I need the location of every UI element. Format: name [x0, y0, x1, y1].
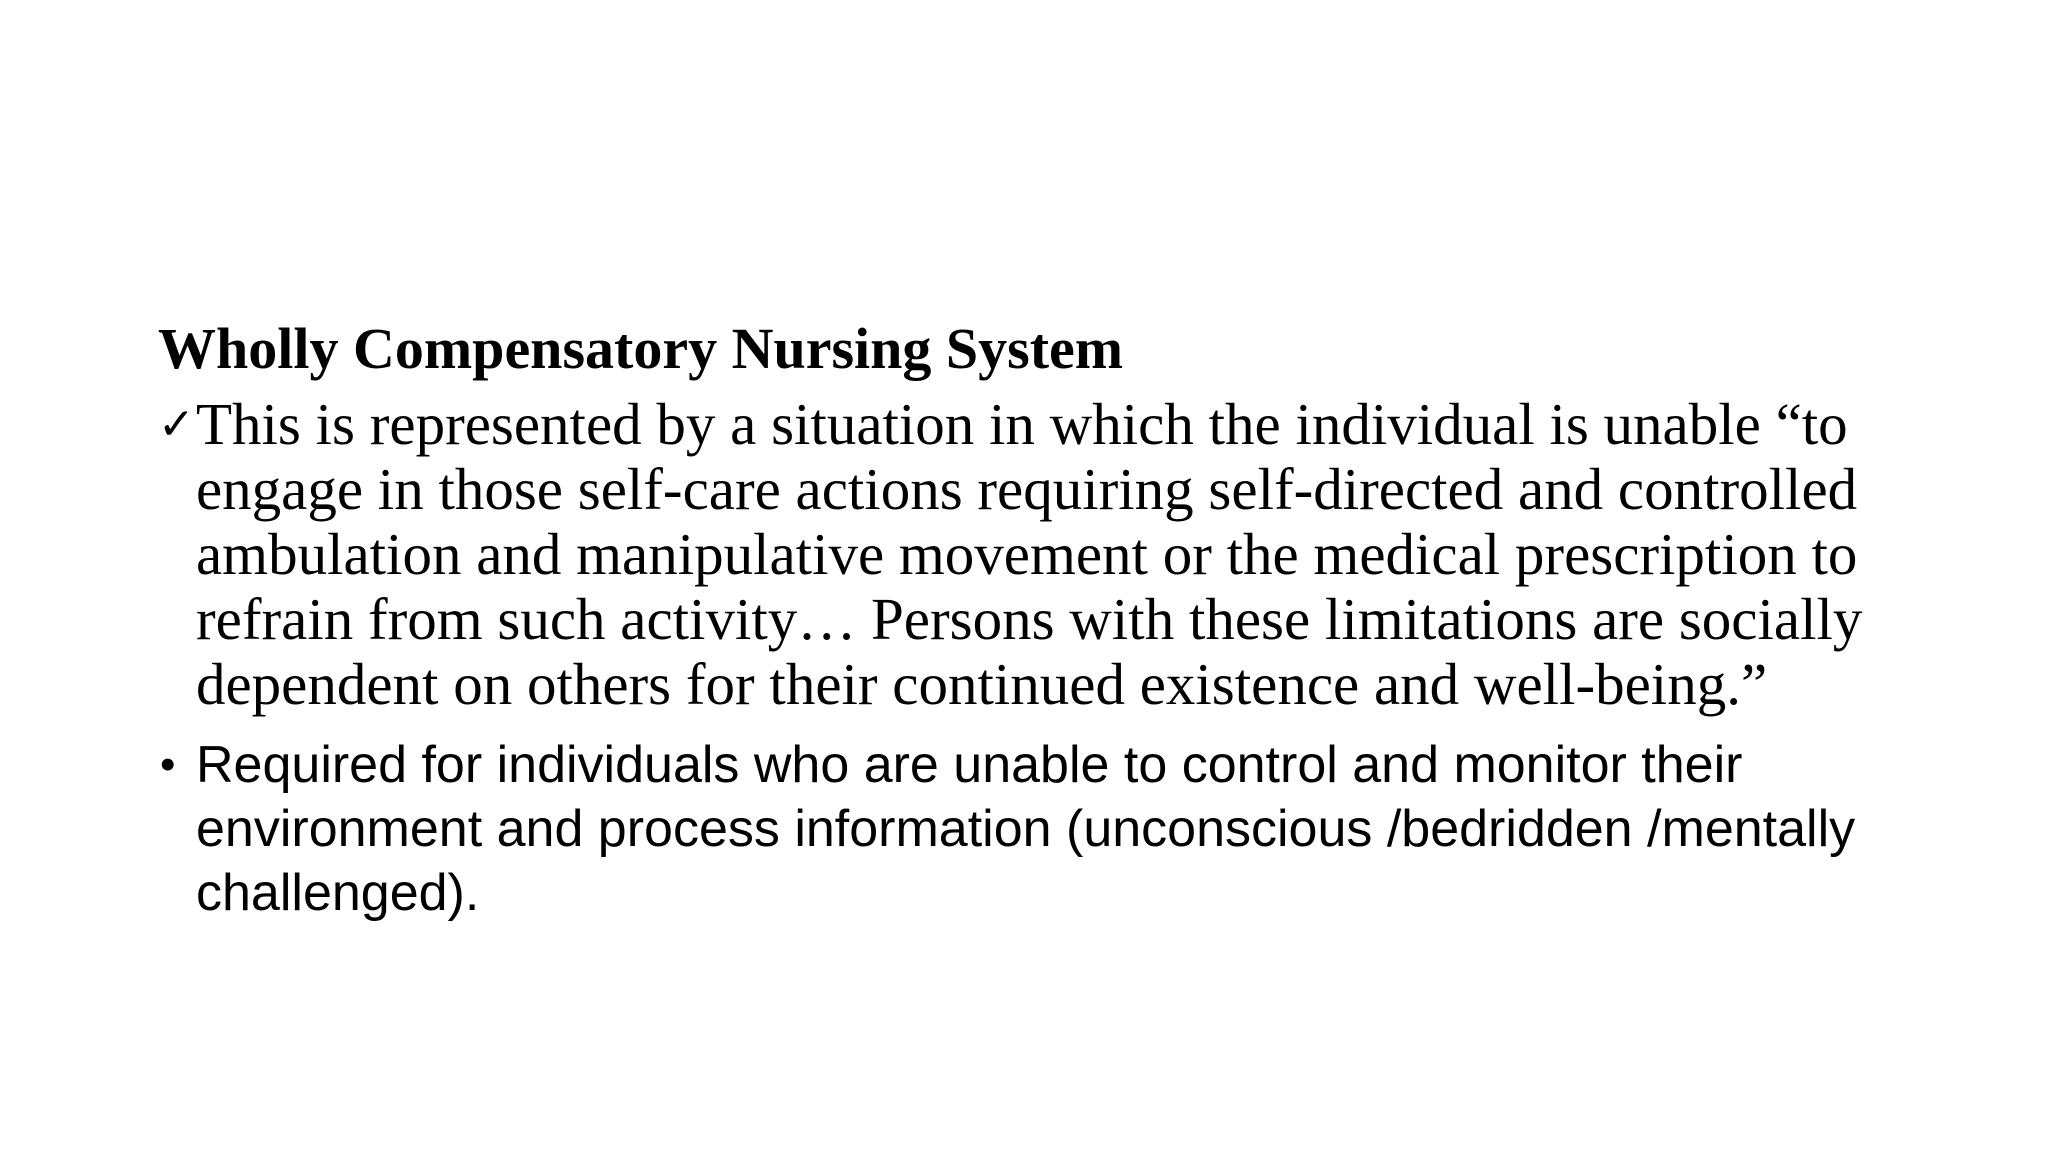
- bullet-icon: •: [160, 740, 176, 789]
- checklist-item: [158, 392, 1918, 717]
- slide-content: [158, 314, 1918, 925]
- bullet-item: [158, 733, 1918, 925]
- checklist-item-text: This is represented by a situation in which the individual is unable “to engage in those self-care actions requiring self-directed and controlled ambulation and manipulative movement or the medical prescription to refrain from such activity… Persons with these limitations are socially dependent on others for their continued existence and well-being.”: [196, 391, 1863, 717]
- slide-heading: Wholly Compensatory Nursing System: [158, 316, 1124, 381]
- checkmark-icon: ✓: [158, 399, 195, 450]
- bullet-item-text: Required for individuals who are unable to control and monitor their environment and process information (unconscious /bedridden /mentally challenged).: [196, 736, 1856, 922]
